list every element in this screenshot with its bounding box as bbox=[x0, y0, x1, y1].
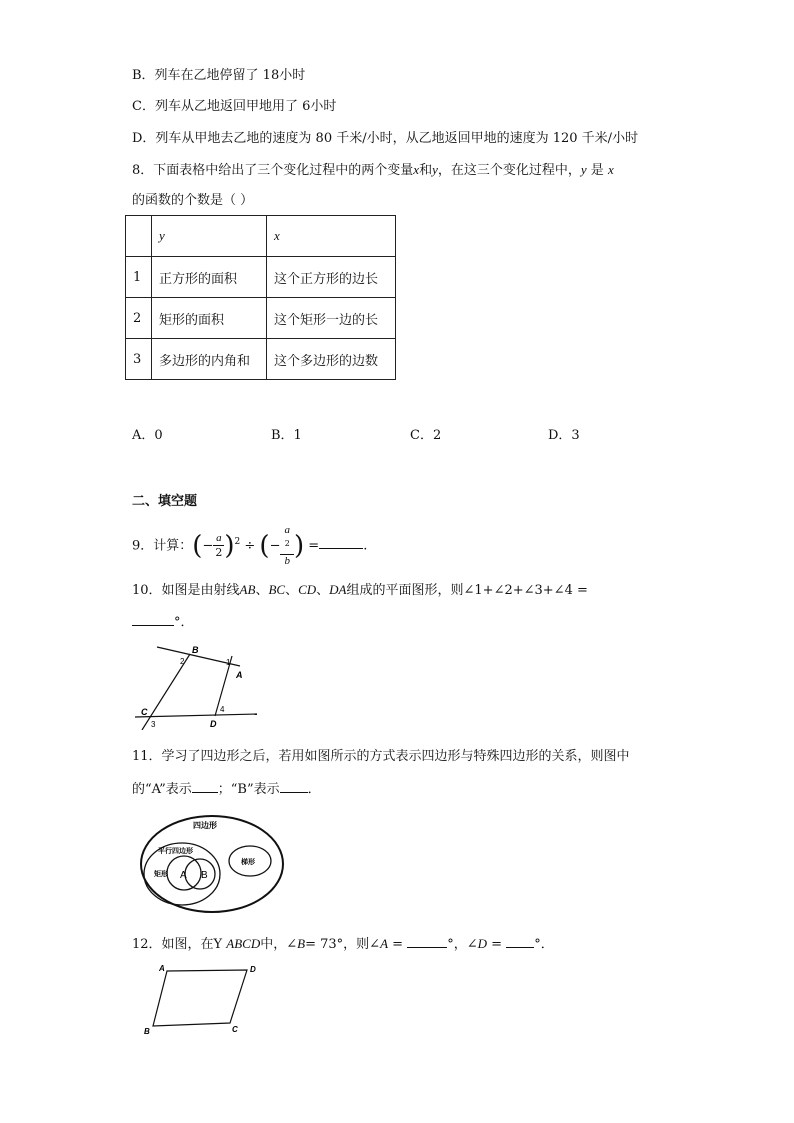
section-heading: 二、填空题 bbox=[132, 494, 198, 509]
q12-parallelogram-figure bbox=[140, 960, 270, 1040]
label-c: C bbox=[232, 1025, 238, 1034]
parallelogram-abcd bbox=[153, 970, 247, 1026]
q7-option-b: B．列车在乙地停留了 18小时 bbox=[132, 68, 306, 83]
label-quadrilateral: 四边形 bbox=[193, 821, 217, 830]
ray-cd bbox=[135, 714, 257, 717]
answer-blank-b[interactable] bbox=[280, 778, 308, 793]
label-trapezoid: 梯形 bbox=[241, 859, 255, 866]
q8-table bbox=[125, 215, 396, 380]
q10-figure bbox=[130, 640, 270, 730]
answer-blank[interactable] bbox=[319, 534, 363, 549]
label-4: 4 bbox=[220, 705, 225, 714]
table-row bbox=[126, 216, 396, 257]
answer-blank-a[interactable] bbox=[192, 778, 218, 793]
circle-b bbox=[185, 859, 215, 889]
q8-stem-line1: 8．下面表格中给出了三个变化过程中的两个变量x和y，在这三个变化过程中，y 是 x bbox=[132, 162, 614, 178]
label-a: A bbox=[159, 964, 165, 973]
q8-option-c: C．2 bbox=[410, 428, 442, 443]
label-2: 2 bbox=[180, 657, 185, 666]
q10-stem-line2: °． bbox=[132, 611, 194, 632]
answer-blank-a[interactable] bbox=[407, 933, 447, 948]
table-row: 2 矩形的面积 这个矩形一边的长 bbox=[126, 298, 396, 339]
label-a: A bbox=[180, 870, 187, 881]
q9-line: 9．计算：(− $\frac{a}{2}$ )$^2$ ÷ (− a $^2$ b ) = . bbox=[132, 524, 368, 567]
table-row: 1 正方形的面积 这个正方形的边长 bbox=[126, 257, 396, 298]
label-rectangle: 矩形 bbox=[154, 871, 168, 878]
q11-stem-line2: 的“A”表示 ；“B”表示 ． bbox=[132, 778, 321, 799]
q8-option-d: D．3 bbox=[548, 428, 580, 443]
q7-option-d: D．列车从甲地去乙地的速度为 80 千米/小时，从乙地返回甲地的速度为 120 千米/小时 bbox=[132, 131, 639, 146]
label-b: B bbox=[144, 1027, 150, 1036]
label-parallelogram: 平行四边形 bbox=[158, 848, 193, 855]
q11-stem-line1: 11．学习了四边形之后，若用如图所示的方式表示四边形与特殊四边形的关系，则图中 bbox=[132, 749, 630, 764]
label-c: C bbox=[141, 707, 148, 717]
table-row: 3 多边形的内角和 这个多边形的边数 bbox=[126, 339, 396, 380]
label-b: B bbox=[201, 870, 208, 881]
var-y: y bbox=[432, 162, 438, 177]
q10-stem-line1: 10．如图是由射线AB、BC、CD、DA组成的平面图形，则∠1+∠2+∠3+∠4 = bbox=[132, 582, 588, 598]
label-1: 1 bbox=[226, 658, 231, 667]
label-a: A bbox=[236, 670, 243, 680]
label-d: D bbox=[210, 719, 217, 729]
q8-option-b: B．1 bbox=[271, 428, 302, 443]
answer-blank[interactable] bbox=[132, 611, 174, 626]
answer-blank-d[interactable] bbox=[506, 933, 534, 948]
label-3: 3 bbox=[151, 720, 156, 729]
label-d: D bbox=[250, 965, 256, 974]
header-y: y bbox=[152, 216, 267, 257]
header-x: x bbox=[267, 216, 396, 257]
label-b: B bbox=[192, 645, 199, 655]
q8-stem-line2: 的函数的个数是（ ） bbox=[132, 193, 254, 208]
q11-venn-figure bbox=[138, 812, 288, 916]
q7-option-c: C．列车从乙地返回甲地用了 6小时 bbox=[132, 99, 337, 114]
var-x: x bbox=[413, 162, 420, 177]
q8-option-a: A．0 bbox=[132, 428, 163, 443]
q12-stem: 12．如图，在Y ABCD中，∠B= 73°，则∠A = °，∠D = °． bbox=[132, 933, 554, 954]
